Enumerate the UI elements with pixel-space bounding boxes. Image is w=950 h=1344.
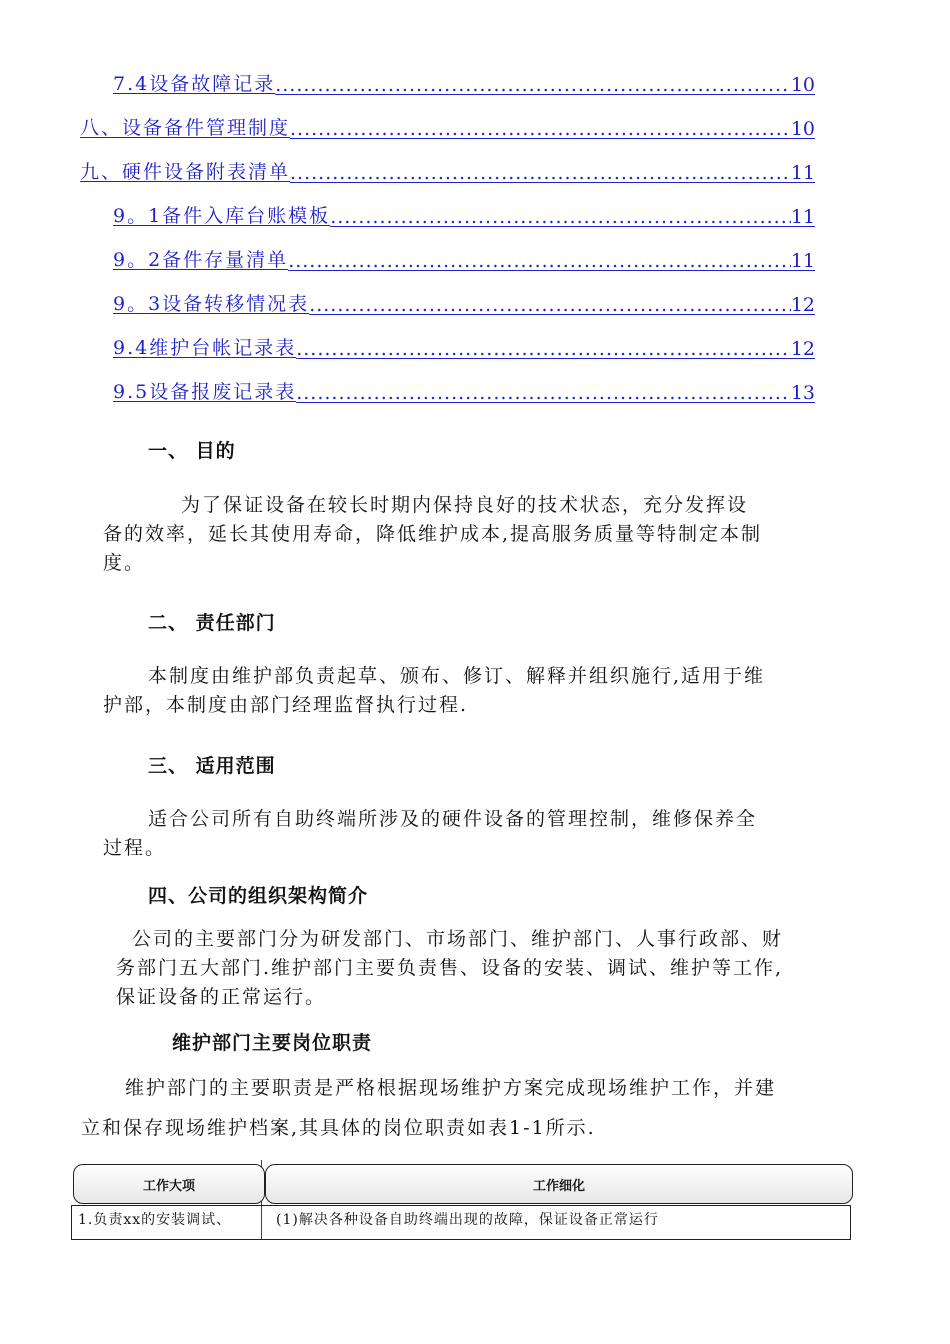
toc-entry[interactable]: 八、设备备件管理制度 ..... 10	[80, 114, 815, 140]
section-heading: 一、 目的	[148, 440, 236, 462]
section-paragraph: 为了保证设备在较长时期内保持良好的技术状态，充分发挥设 备的效率，延长其使用寿命，降低维护成本,提高服务质量等特制定本制 度。	[103, 494, 763, 574]
section-paragraph: 维护部门的主要职责是严格根据现场维护方案完成现场维护工作，并建 立和保存现场维护档案,其具体的岗位职责如表1-1所示.	[81, 1077, 777, 1139]
section-heading: 二、 责任部门	[148, 612, 276, 634]
table-cell: 1.负责xx的安装调试、	[78, 1212, 232, 1228]
toc-entry[interactable]: 7.4设备故障记录 ..... 10	[113, 70, 815, 96]
toc-entry[interactable]: 9。3设备转移情况表 ..... 12	[113, 290, 815, 316]
table-header-cell: 工作细化	[265, 1164, 853, 1204]
toc-entry[interactable]: 9.4维护台帐记录表 ..... 12	[113, 334, 815, 360]
section-paragraph: 适合公司所有自助终端所涉及的硬件设备的管理控制，维修保养全 过程。	[103, 808, 758, 859]
table-header-cell: 工作大项	[73, 1164, 265, 1204]
section-paragraph: 本制度由维护部负责起草、颁布、修订、解释并组织施行,适用于维 护部，本制度由部门经理监督执行过程.	[103, 665, 766, 716]
section-heading: 维护部门主要岗位职责	[172, 1032, 373, 1054]
toc-entry[interactable]: 9。2备件存量清单 ..... 11	[113, 246, 815, 272]
section-paragraph: 公司的主要部门分为研发部门、市场部门、维护部门、人事行政部、财 务部门五大部门.维护部门主要负责售、设备的安装、调试、维护等工作, 保证设备的正常运行。	[116, 928, 784, 1008]
toc-entry[interactable]: 9.5设备报废记录表 ..... 13	[113, 378, 815, 404]
table-cell: (1)解决各种设备自助终端出现的故障，保证设备正常运行	[276, 1212, 659, 1228]
section-heading: 四、公司的组织架构简介	[148, 885, 369, 907]
toc-entry[interactable]: 9。1备件入库台账模板 ..... 11	[113, 202, 815, 228]
toc-entry[interactable]: 九、硬件设备附表清单 ..... 11	[80, 158, 815, 184]
section-heading: 三、 适用范围	[148, 755, 276, 777]
